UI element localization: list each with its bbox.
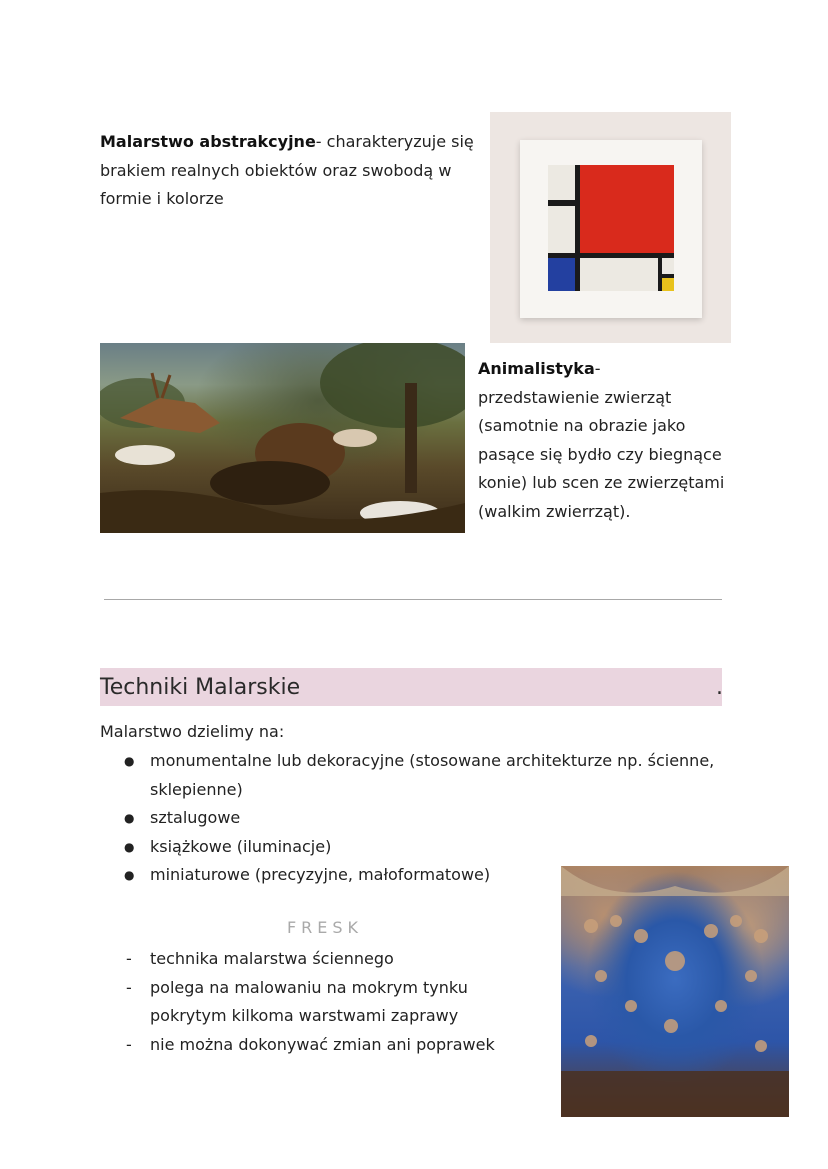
fresk-title: FRESK (286, 918, 364, 937)
section-heading: Techniki Malarskie (100, 675, 301, 700)
fresco-svg (561, 866, 789, 1117)
abstract-line-1: Malarstwo abstrakcyjne- charakteryzuje się (100, 132, 474, 151)
hunt-scene-svg (100, 343, 465, 533)
horizontal-divider (104, 599, 722, 600)
list-item: - technika malarstwa ściennego (100, 945, 550, 974)
list-item: ● sztalugowe (100, 804, 730, 833)
mondrian-canvas (548, 165, 674, 291)
animalistyka-paragraph (478, 355, 738, 526)
abstract-paragraph (100, 128, 480, 214)
animal-line-2: przedstawienie zwierząt (478, 387, 672, 407)
heading-dot: . (716, 675, 723, 700)
list-item: ● miniaturowe (precyzyjne, małoformatowe) (100, 861, 730, 890)
list-item: - polega na malowaniu na mokrym tynku pokrytym kilkoma warstwami zaprawy (100, 974, 550, 1031)
animal-line-3: (samotnie na obrazie jako (478, 416, 686, 435)
animal-line-6: (walkim zwierrząt). (478, 501, 631, 521)
fresk-list (100, 945, 550, 1059)
abstract-line-2: brakiem realnych obiektów oraz swobodą w (100, 160, 452, 180)
mondrian-painting-image (490, 112, 731, 343)
animal-line-4: pasące się bydło czy biegnące (478, 444, 722, 464)
animal-hunt-painting-image (100, 343, 465, 533)
animal-line-5: konie) lub scen ze zwierzętami (478, 473, 725, 492)
last-judgment-fresco-image (561, 866, 789, 1117)
abstract-line-3: formie i kolorze (100, 189, 224, 208)
animal-term: Animalistyka (478, 359, 595, 378)
list-item: ● monumentalne lub dekoracyjne (stosowane architekturze np. ścienne, sklepienne) (100, 747, 730, 804)
list-item: ● książkowe (iluminacje) (100, 833, 730, 862)
animal-line-1: Animalistyka- (478, 359, 601, 378)
picture-frame (520, 140, 702, 318)
list-item: - nie można dokonywać zmian ani poprawek (100, 1031, 550, 1060)
abstract-term: Malarstwo abstrakcyjne (100, 132, 316, 151)
techniques-intro: Malarstwo dzielimy na: (100, 722, 285, 741)
